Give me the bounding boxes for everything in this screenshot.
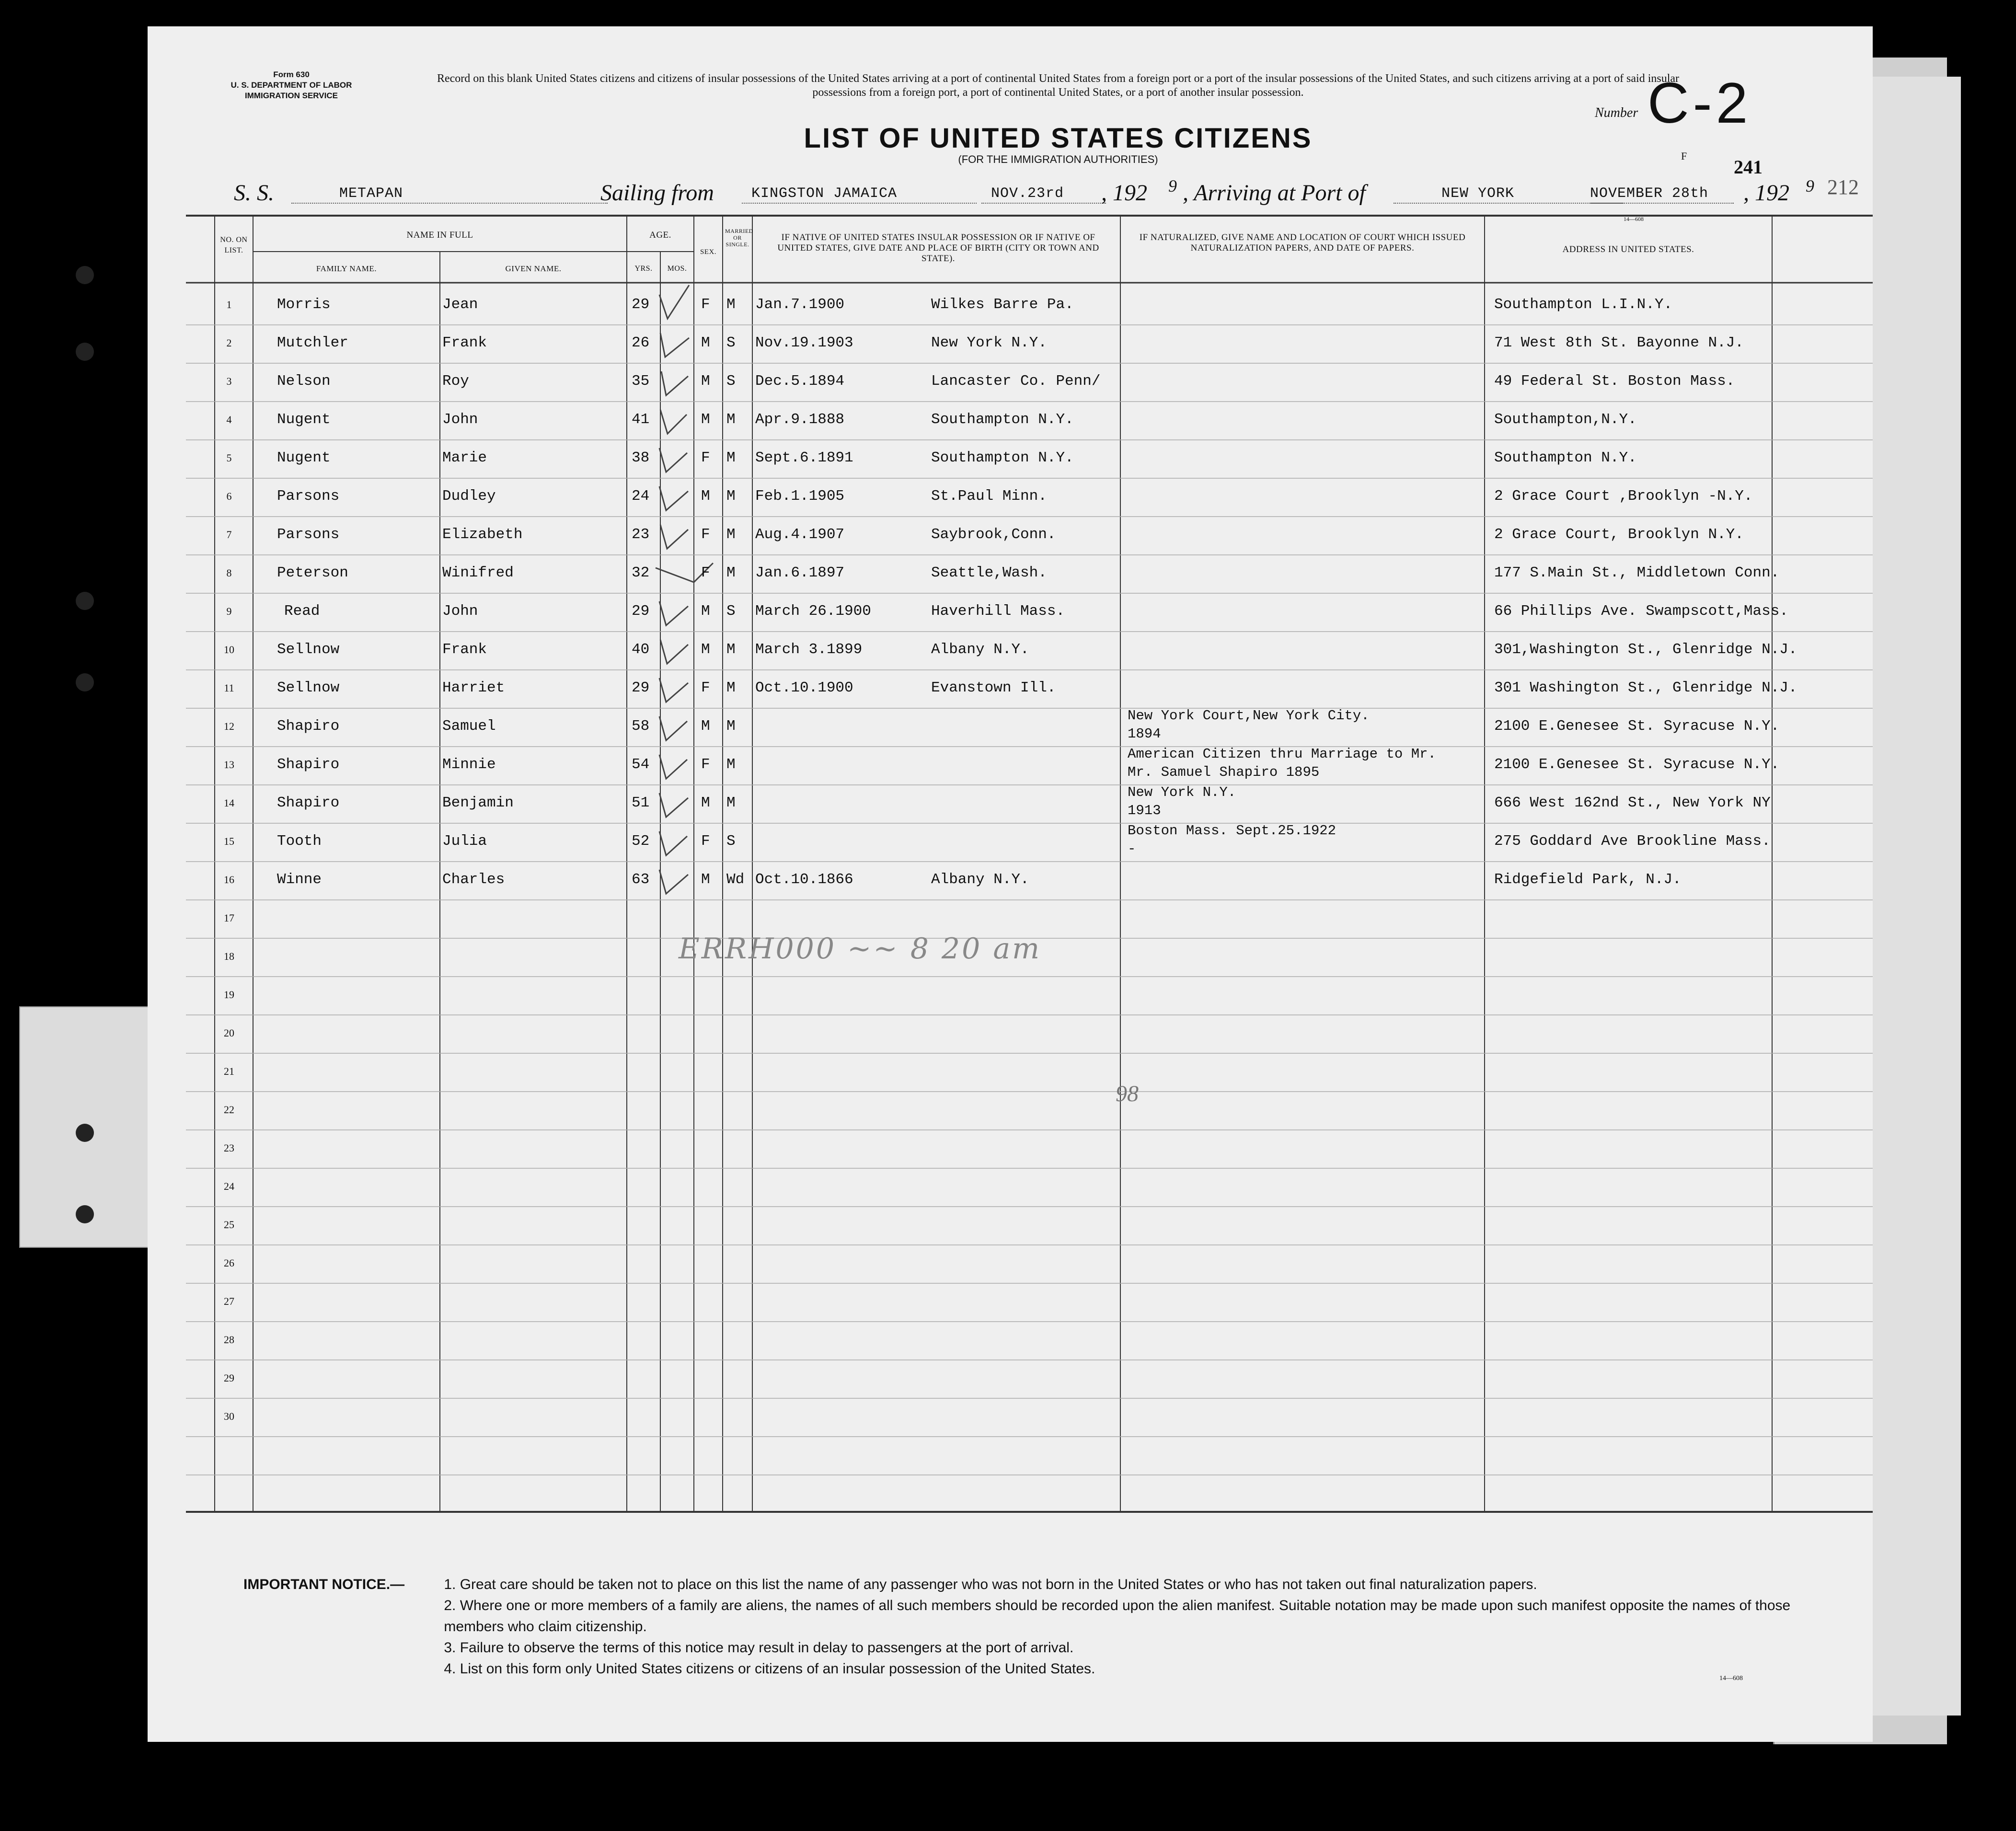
departure-port: KINGSTON JAMAICA — [742, 185, 977, 204]
row-number: 3 — [226, 375, 232, 387]
service-name: IMMIGRATION SERVICE — [245, 91, 338, 100]
form-number: Form 630 — [273, 70, 310, 79]
marital-status: S — [726, 373, 736, 390]
given-name: Charles — [442, 871, 505, 888]
naturalization-date: - — [1128, 841, 1136, 857]
age-years: 29 — [632, 603, 650, 620]
birth-place: Lancaster Co. Penn/ — [931, 373, 1101, 390]
birth-date: Dec.5.1894 — [755, 373, 845, 390]
marital-status: M — [726, 488, 736, 505]
naturalization-date: Mr. Samuel Shapiro 1895 — [1128, 764, 1320, 780]
family-name: Sellnow — [277, 641, 340, 658]
sex: F — [701, 564, 710, 581]
given-name: Benjamin — [442, 795, 514, 811]
birth-place: Southampton N.Y. — [931, 449, 1074, 466]
sex: M — [701, 641, 710, 658]
us-address: 2 Grace Court, Brooklyn N.Y. — [1494, 526, 1744, 543]
given-name: Marie — [442, 449, 487, 466]
sailing-label: Sailing from — [600, 180, 714, 206]
col-header-yrs: YRS. — [634, 265, 653, 273]
row-number: 4 — [226, 414, 232, 426]
binding-hole — [76, 343, 94, 361]
row-number: 29 — [224, 1372, 234, 1384]
marital-status: M — [726, 795, 736, 811]
row-number: 25 — [224, 1219, 234, 1231]
birth-date: Apr.9.1888 — [755, 411, 845, 428]
row-number: 1 — [226, 299, 232, 311]
birth-place: New York N.Y. — [931, 334, 1047, 351]
age-years: 52 — [632, 833, 650, 850]
col-header-address: ADDRESS IN UNITED STATES. — [1562, 244, 1694, 254]
binding-hole — [76, 266, 94, 284]
sex: F — [701, 679, 710, 696]
us-address: 177 S.Main St., Middletown Conn. — [1494, 564, 1780, 581]
birth-place: Seattle,Wash. — [931, 564, 1047, 581]
birth-date: Jan.7.1900 — [755, 296, 845, 313]
age-years: 29 — [632, 679, 650, 696]
us-address: 2100 E.Genesee St. Syracuse N.Y. — [1494, 718, 1780, 735]
family-name: Morris — [277, 296, 331, 313]
family-name: Read — [284, 603, 320, 620]
us-address: 66 Phillips Ave. Swampscott,Mass. — [1494, 603, 1788, 620]
age-years: 58 — [632, 718, 650, 735]
birth-date: Oct.10.1866 — [755, 871, 853, 888]
age-years: 41 — [632, 411, 650, 428]
arrival-port: NEW YORK — [1394, 185, 1624, 204]
given-name: Minnie — [442, 756, 496, 773]
age-years: 24 — [632, 488, 650, 505]
sex: M — [701, 795, 710, 811]
row-number: 6 — [226, 490, 232, 502]
us-address: 666 West 162nd St., New York NY — [1494, 795, 1771, 811]
birth-date: March 3.1899 — [755, 641, 863, 658]
row-number: 5 — [226, 452, 232, 464]
age-years: 40 — [632, 641, 650, 658]
page-stamp: 241 — [1734, 156, 1763, 178]
family-name: Shapiro — [277, 756, 340, 773]
given-name: Julia — [442, 833, 487, 850]
given-name: John — [442, 411, 478, 428]
row-number: 10 — [224, 644, 234, 656]
col-header-family: FAMILY NAME. — [316, 264, 377, 273]
department-name: U. S. DEPARTMENT OF LABOR — [230, 81, 352, 90]
us-address: 2 Grace Court ,Brooklyn -N.Y. — [1494, 488, 1753, 505]
naturalization-court: American Citizen thru Marriage to Mr. — [1128, 746, 1436, 762]
row-number: 16 — [224, 874, 234, 886]
year-digit-2: 9 — [1806, 176, 1814, 196]
marital-status: M — [726, 296, 736, 313]
arrival-date: NOVEMBER 28th — [1590, 185, 1734, 204]
sex: M — [701, 871, 710, 888]
birth-date: Oct.10.1900 — [755, 679, 853, 696]
notice-item: 2. Where one or more members of a family are aliens, the names of all such members should be recorded upon the alien manifest. Suitable notation may be made upon such manifest opposite the names of those members who claim citizenship. — [444, 1598, 1791, 1635]
year-prefix-2: , 192 — [1743, 180, 1789, 206]
family-name: Nugent — [277, 449, 331, 466]
row-number: 8 — [226, 567, 232, 579]
birth-date: Jan.6.1897 — [755, 564, 845, 581]
age-years: 23 — [632, 526, 650, 543]
col-header-age: AGE. — [649, 230, 671, 240]
row-number: 15 — [224, 835, 234, 847]
birth-place: St.Paul Minn. — [931, 488, 1047, 505]
row-number: 21 — [224, 1065, 234, 1077]
year-digit-1: 9 — [1168, 176, 1177, 196]
marital-status: S — [726, 334, 736, 351]
col-header-married: MARRIED OR SINGLE. — [725, 228, 753, 248]
naturalization-court: New York N.Y. — [1128, 784, 1236, 800]
marital-status: M — [726, 718, 736, 735]
birth-date: Nov.19.1903 — [755, 334, 853, 351]
marital-status: M — [726, 411, 736, 428]
row-number: 17 — [224, 912, 234, 924]
given-name: Roy — [442, 373, 469, 390]
us-address: 2100 E.Genesee St. Syracuse N.Y. — [1494, 756, 1780, 773]
birth-date: Aug.4.1907 — [755, 526, 845, 543]
us-address: 275 Goddard Ave Brookline Mass. — [1494, 833, 1771, 850]
us-address: 301,Washington St., Glenridge N.J. — [1494, 641, 1797, 658]
record-instructions: Record on this blank United States citizens and citizens of insular possessions of the United States arriving at a port of continental United States from a foreign port or a port of the insular possessions of the United States, and such citizens arriving at a port of said insular possessions from a foreign port, a port of continental United States, or a port of another insular possession. — [437, 72, 1680, 99]
birth-place: Albany N.Y. — [931, 641, 1029, 658]
manifest-page — [148, 26, 1873, 1742]
notice-item: 4. List on this form only United States citizens or citizens of an insular possession of the United States. — [444, 1661, 1095, 1677]
family-name: Winne — [277, 871, 322, 888]
birth-date: Sept.6.1891 — [755, 449, 853, 466]
sex: M — [701, 411, 710, 428]
row-number: 26 — [224, 1257, 234, 1269]
form-code: 14—608 — [1719, 1675, 1743, 1682]
page-title: LIST OF UNITED STATES CITIZENS — [804, 123, 1313, 154]
sex: F — [701, 449, 710, 466]
given-name: Jean — [442, 296, 478, 313]
col-header-naturalized: IF NATURALIZED, GIVE NAME AND LOCATION OF COURT WHICH ISSUED NATURALIZATION PAPERS, AND DATE OF PAPERS. — [1139, 232, 1466, 253]
given-name: Harriet — [442, 679, 505, 696]
row-number: 24 — [224, 1180, 234, 1192]
marital-status: Wd — [726, 871, 745, 888]
sex: M — [701, 718, 710, 735]
notice-item: 3. Failure to observe the terms of this notice may result in delay to passengers at the port of arrival. — [444, 1640, 1074, 1656]
pencil-annotation: 98 — [1116, 1081, 1139, 1106]
family-name: Parsons — [277, 526, 340, 543]
row-number: 11 — [224, 682, 234, 694]
us-address: Southampton L.I.N.Y. — [1494, 296, 1673, 313]
marital-status: S — [726, 833, 736, 850]
family-name: Parsons — [277, 488, 340, 505]
age-years: 35 — [632, 373, 650, 390]
birth-place: Saybrook,Conn. — [931, 526, 1056, 543]
row-number: 2 — [226, 337, 232, 349]
family-name: Sellnow — [277, 679, 340, 696]
age-years: 51 — [632, 795, 650, 811]
given-name: Frank — [442, 334, 487, 351]
us-address: Southampton N.Y. — [1494, 449, 1637, 466]
row-number: 28 — [224, 1334, 234, 1346]
naturalization-court: New York Court,New York City. — [1128, 708, 1370, 724]
sex: F — [701, 526, 710, 543]
arriving-label: , Arriving at Port of — [1183, 180, 1366, 206]
stamp-mark: F — [1681, 150, 1687, 162]
row-number: 23 — [224, 1142, 234, 1154]
sex: M — [701, 488, 710, 505]
binding-hole — [76, 1205, 94, 1223]
us-address: 301 Washington St., Glenridge N.J. — [1494, 679, 1797, 696]
birth-place: Evanstown Ill. — [931, 679, 1056, 696]
birth-place: Haverhill Mass. — [931, 603, 1065, 620]
us-address: Southampton,N.Y. — [1494, 411, 1637, 428]
notice-label: IMPORTANT NOTICE.— — [243, 1577, 405, 1592]
age-years: 29 — [632, 296, 650, 313]
col-header-birth: IF NATIVE OF UNITED STATES INSULAR POSSESSION OR IF NATIVE OF UNITED STATES, GIVE DATE AND PLACE OF BIRTH (CITY OR TOWN AND STATE). — [777, 232, 1099, 264]
year-prefix-1: , 192 — [1101, 180, 1147, 206]
col-header-name: NAME IN FULL — [406, 230, 473, 240]
naturalization-date: 1894 — [1128, 726, 1161, 742]
marital-status: M — [726, 679, 736, 696]
family-name: Mutchler — [277, 334, 348, 351]
row-number: 9 — [226, 605, 232, 617]
form-identifier — [196, 69, 387, 101]
col-header-given: GIVEN NAME. — [505, 264, 562, 273]
number-label: Number — [1595, 105, 1638, 120]
col-header-mos: MOS. — [667, 265, 687, 273]
page-stamp-secondary: 212 — [1827, 175, 1859, 199]
birth-date: March 26.1900 — [755, 603, 871, 620]
family-name: Peterson — [277, 564, 348, 581]
marital-status: M — [726, 756, 736, 773]
birth-place: Albany N.Y. — [931, 871, 1029, 888]
page-subtitle: (FOR THE IMMIGRATION AUTHORITIES) — [958, 153, 1158, 165]
us-address: 71 West 8th St. Bayonne N.J. — [1494, 334, 1744, 351]
given-name: Samuel — [442, 718, 496, 735]
birth-place: Southampton N.Y. — [931, 411, 1074, 428]
given-name: Winifred — [442, 564, 514, 581]
given-name: Elizabeth — [442, 526, 523, 543]
important-notice — [243, 1574, 1825, 1680]
family-name: Tooth — [277, 833, 322, 850]
sex: F — [701, 296, 710, 313]
family-name: Nelson — [277, 373, 331, 390]
sailing-date: NOV.23rd — [981, 185, 1106, 204]
sex: F — [701, 833, 710, 850]
ship-name: METAPAN — [291, 185, 608, 204]
row-number: 20 — [224, 1027, 234, 1039]
birth-date: Feb.1.1905 — [755, 488, 845, 505]
us-address: 49 Federal St. Boston Mass. — [1494, 373, 1735, 390]
family-name: Shapiro — [277, 795, 340, 811]
marital-status: M — [726, 449, 736, 466]
binding-hole — [76, 673, 94, 691]
naturalization-date: 1913 — [1128, 803, 1161, 818]
marital-status: S — [726, 603, 736, 620]
col-header-sex: SEX. — [700, 248, 717, 256]
given-name: Frank — [442, 641, 487, 658]
row-number: 7 — [226, 529, 232, 541]
row-number: 22 — [224, 1104, 234, 1116]
age-years: 54 — [632, 756, 650, 773]
ss-label: S. S. — [234, 180, 274, 206]
age-years: 38 — [632, 449, 650, 466]
marital-status: M — [726, 641, 736, 658]
row-number: 19 — [224, 989, 234, 1001]
list-number: C-2 — [1647, 71, 1752, 135]
age-years: 32 — [632, 564, 650, 581]
sex: M — [701, 334, 710, 351]
binding-hole — [76, 1124, 94, 1142]
sex: M — [701, 603, 710, 620]
row-number: 18 — [224, 950, 234, 962]
printer-mark: 14—608 — [1624, 216, 1644, 222]
marital-status: M — [726, 564, 736, 581]
family-name: Nugent — [277, 411, 331, 428]
row-number: 12 — [224, 720, 234, 732]
us-address: Ridgefield Park, N.J. — [1494, 871, 1682, 888]
sex: M — [701, 373, 710, 390]
given-name: Dudley — [442, 488, 496, 505]
family-name: Shapiro — [277, 718, 340, 735]
handwritten-annotation: ERRH000 ~~ 8 20 am — [679, 932, 1042, 966]
col-header-no: NO. ON LIST. — [220, 236, 248, 254]
age-years: 63 — [632, 871, 650, 888]
row-number: 13 — [224, 759, 234, 771]
sex: F — [701, 756, 710, 773]
row-number: 30 — [224, 1410, 234, 1422]
notice-item: 1. Great care should be taken not to place on this list the name of any passenger who was not born in the United States or who has not taken out final naturalization papers. — [444, 1577, 1537, 1592]
age-years: 26 — [632, 334, 650, 351]
binding-hole — [76, 592, 94, 610]
row-number: 14 — [224, 797, 234, 809]
marital-status: M — [726, 526, 736, 543]
notice-items — [444, 1574, 1819, 1680]
naturalization-court: Boston Mass. Sept.25.1922 — [1128, 823, 1336, 839]
birth-place: Wilkes Barre Pa. — [931, 296, 1074, 313]
row-number: 27 — [224, 1295, 234, 1307]
given-name: John — [442, 603, 478, 620]
